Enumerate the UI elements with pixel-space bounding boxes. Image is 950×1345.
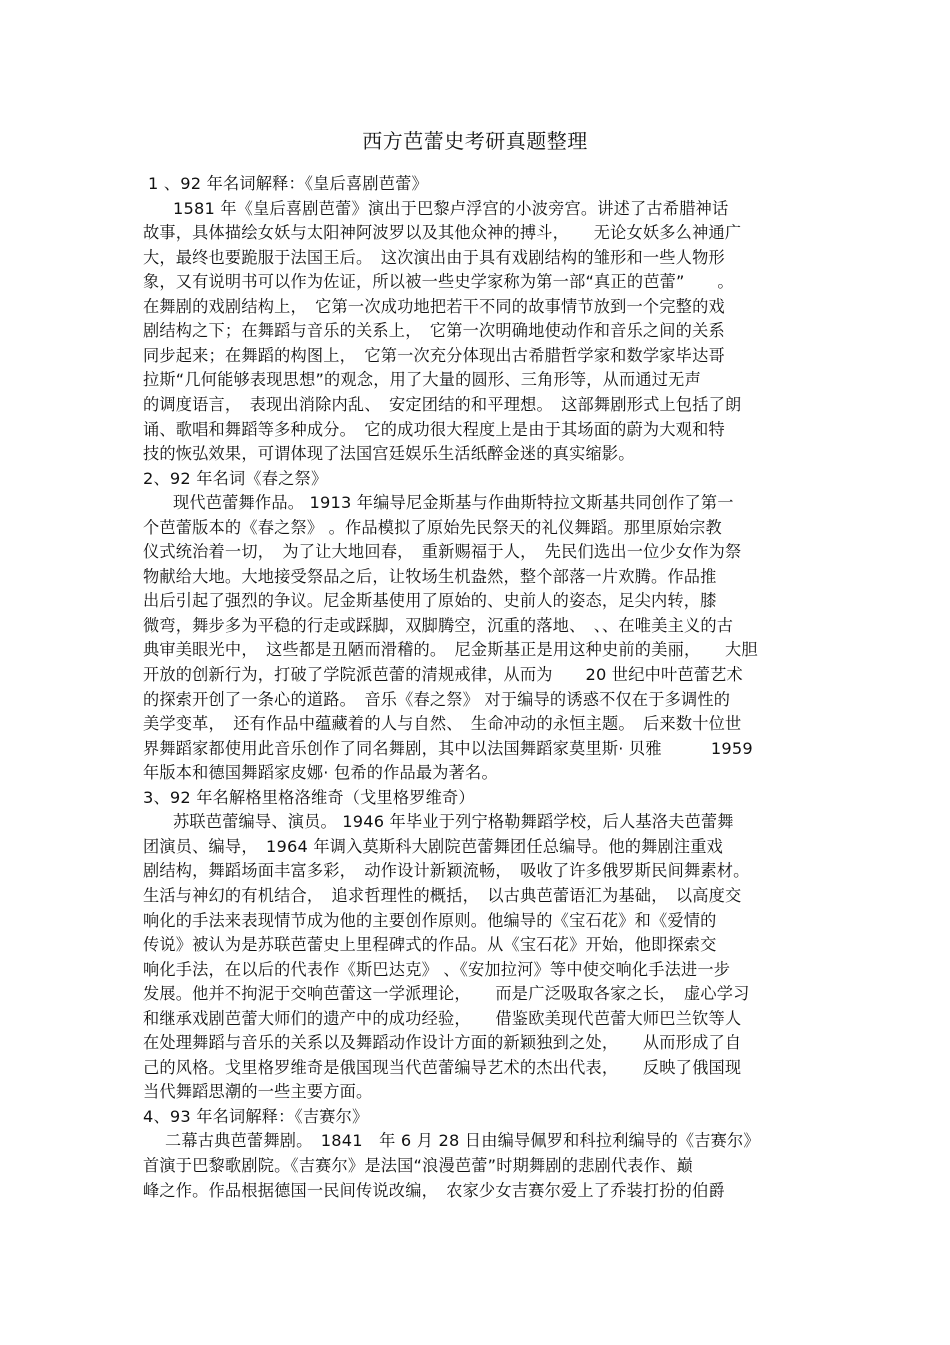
text-line: 现代芭蕾舞作品。 1913 年编导尼金斯基与作曲斯特拉文斯基共同创作了第一 <box>173 493 734 513</box>
text-line: 的探索开创了一条心的道路。 音乐《春之祭》 对于编导的诱惑不仅在于多调性的 <box>143 689 731 709</box>
text-line: 仪式统治着一切， 为了让大地回春， 重新赐福于人， 先民们选出一位少女作为祭 <box>143 542 742 562</box>
text-line: 在舞剧的戏剧结构上， 它第一次成功地把若干不同的故事情节放到一个完整的戏 <box>143 296 725 316</box>
text-line: 峰之作。作品根据德国一民间传说改编， 农家少女吉赛尔爱上了乔装打扮的伯爵 <box>143 1180 725 1200</box>
text-line: 微弯，舞步多为平稳的行走或踩脚，双脚腾空，沉重的落地、 、、在唯美主义的古 <box>143 615 734 635</box>
text-line: 开放的创新行为，打破了学院派芭蕾的清规戒律，从而为 20 世纪中叶芭蕾艺术 <box>143 665 743 684</box>
text-line: 个芭蕾版本的《春之祭》 。作品模拟了原始先民祭天的礼仪舞蹈。那里原始宗教 <box>143 517 722 537</box>
text-line: 团演员、编导， 1964 年调入莫斯科大剧院芭蕾舞团任总编导。他的舞剧注重戏 <box>143 836 724 856</box>
text-line: 响化手法，在以后的代表作《斯巴达克》 、《安加拉河》等中使交响化手法进一步 <box>143 959 731 979</box>
text-line: 首演于巴黎歌剧院。《吉赛尔》是法国“浪漫芭蕾”时期舞剧的悲剧代表作、巅 <box>143 1156 693 1175</box>
text-line: 典审美眼光中， 这些都是丑陋而滑稽的。 尼金斯基正是用这种史前的美丽， 大胆 <box>143 640 758 660</box>
text-line: 发展。他并不拘泥于交响芭蕾这一学派理论， 而是广泛吸取各家之长， 虚心学习 <box>143 984 750 1004</box>
text-line: 象，又有说明书可以作为佐证，所以被一些史学家称为第一部“真正的芭蕾” 。 <box>143 272 734 292</box>
text-line: 年版本和德国舞蹈家皮娜· 包希的作品最为著名。 <box>143 763 498 783</box>
text-line: 二幕古典芭蕾舞剧。 1841 年 6 月 28 日由编导佩罗和科拉利编导的《吉赛尔》 <box>165 1131 760 1151</box>
text-line: 1581 年《皇后喜剧芭蕾》演出于巴黎卢浮宫的小波旁宫。讲述了古希腊神话 <box>173 198 729 218</box>
text-line: 诵、歌唱和舞蹈等多种成分。 它的成功很大程度上是由于其场面的蔚为大观和特 <box>143 419 725 439</box>
text-line: 2、92 年名词《春之祭》 <box>143 468 328 488</box>
text-line: 故事，具体描绘女妖与太阳神阿波罗以及其他众神的搏斗， 无论女妖多么神通广 <box>143 223 742 243</box>
text-line: 当代舞蹈思潮的一些主要方面。 <box>143 1082 373 1102</box>
text-line: 拉斯“几何能够表现思想”的观念，用了大量的圆形、三角形等，从而通过无声 <box>143 370 701 390</box>
text-line: 美学变革， 还有作品中蕴藏着的人与自然、 生命冲动的永恒主题。 后来数十位世 <box>143 714 742 734</box>
text-line: 在处理舞蹈与音乐的关系以及舞蹈动作设计方面的新颖独到之处， 从而形成了自 <box>143 1033 742 1053</box>
text-line: 生活与神幻的有机结合， 追求哲理性的概括， 以古典芭蕾语汇为基础， 以高度交 <box>143 885 742 905</box>
text-line: 同步起来；在舞蹈的构图上， 它第一次充分体现出古希腊哲学家和数学家毕达哥 <box>143 345 725 365</box>
text-line: 响化的手法来表现情节成为他的主要创作原则。他编导的《宝石花》和《爱情的 <box>143 910 717 930</box>
text-line: 物献给大地。大地接受祭品之后，让牧场生机盎然，整个部落一片欢腾。作品推 <box>143 566 717 586</box>
text-line: 4、93 年名词解释：《吉赛尔》 <box>143 1106 369 1126</box>
page-title: 西方芭蕾史考研真题整理 <box>362 129 588 153</box>
text-line: 1 、92 年名词解释：《皇后喜剧芭蕾》 <box>148 174 428 193</box>
text-line: 界舞蹈家都使用此音乐创作了同名舞剧，其中以法国舞蹈家莫里斯· 贝雅 1959 <box>143 738 753 758</box>
text-line: 和继承戏剧芭蕾大师们的遗产中的成功经验， 借鉴欧美现代芭蕾大师巴兰钦等人 <box>143 1008 742 1028</box>
text-line: 大，最终也要跪服于法国王后。 这次演出由于具有戏剧结构的雏形和一些人物形 <box>143 247 725 267</box>
text-line: 技的恢弘效果，可谓体现了法国宫廷娱乐生活纸醉金迷的真实缩影。 <box>143 444 635 464</box>
text-line: 出后引起了强烈的争议。尼金斯基使用了原始的、史前人的姿态，足尖内转，膝 <box>143 591 717 611</box>
text-line: 己的风格。戈里格罗维奇是俄国现当代芭蕾编导艺术的杰出代表， 反映了俄国现 <box>143 1057 742 1077</box>
text-line: 剧结构之下；在舞蹈与音乐的关系上， 它第一次明确地使动作和音乐之间的关系 <box>143 321 725 341</box>
text-line: 的调度语言， 表现出消除内乱、 安定团结的和平理想。 这部舞剧形式上包括了朗 <box>143 394 742 414</box>
text-line: 苏联芭蕾编导、演员。 1946 年毕业于列宁格勒舞蹈学校，后人基洛夫芭蕾舞 <box>173 812 734 832</box>
text-line: 剧结构，舞蹈场面丰富多彩， 动作设计新颖流畅， 吸收了许多俄罗斯民间舞素材。 <box>143 861 750 881</box>
text-line: 传说》被认为是苏联芭蕾史上里程碑式的作品。从《宝石花》开始，他即探索交 <box>143 935 717 955</box>
text-line: 3、92 年名解格里格洛维奇（戈里格罗维奇） <box>143 787 475 807</box>
